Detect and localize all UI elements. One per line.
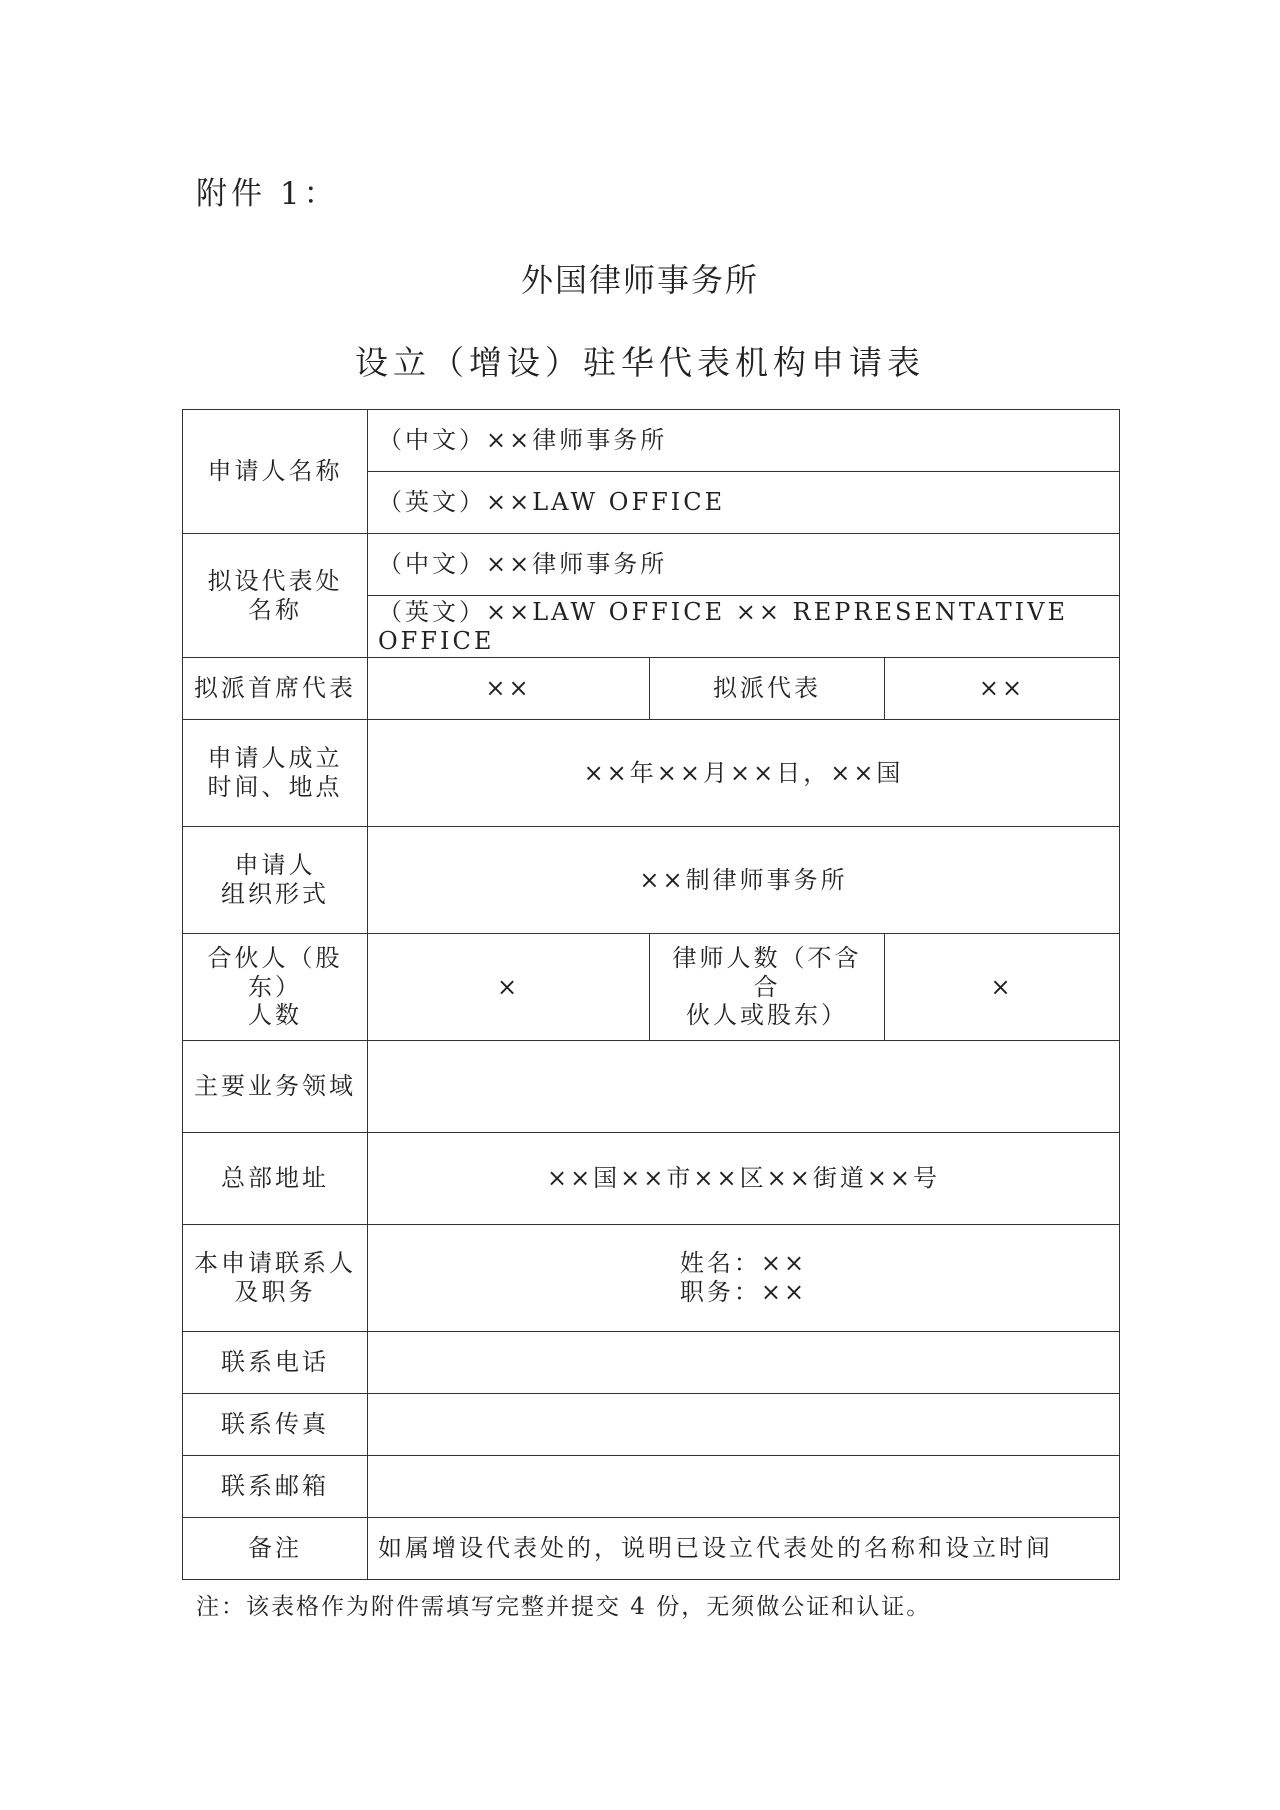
contact-person-label-line2: 及职务 bbox=[234, 1278, 316, 1306]
office-name-label bbox=[183, 534, 368, 658]
hq-address-label: 总部地址 bbox=[183, 1133, 368, 1225]
established-label-line1: 申请人成立 bbox=[207, 744, 343, 773]
office-name-zh: （中文）××律师事务所 bbox=[368, 534, 1120, 596]
org-form-label-line2: 组织形式 bbox=[221, 880, 329, 908]
table-row-hq-address bbox=[183, 1133, 1120, 1225]
partners-label-line1: 合伙人（股东） bbox=[207, 943, 343, 1001]
table-row-chief-rep bbox=[183, 658, 1120, 720]
email-value bbox=[368, 1456, 1120, 1518]
partners-label-line2: 人数 bbox=[248, 1001, 302, 1030]
email-label: 联系邮箱 bbox=[183, 1456, 368, 1518]
table-row-phone bbox=[183, 1332, 1120, 1394]
partners-label bbox=[183, 934, 368, 1041]
table-row-established bbox=[183, 720, 1120, 827]
chief-rep-value: ×× bbox=[368, 658, 650, 720]
contact-person-value bbox=[368, 1225, 1120, 1332]
chief-rep-label: 拟派首席代表 bbox=[183, 658, 368, 720]
business-label: 主要业务领域 bbox=[183, 1041, 368, 1133]
office-name-en: （英文）××LAW OFFICE ×× REPRESENTATIVE OFFICE bbox=[368, 596, 1120, 658]
remarks-label: 备注 bbox=[183, 1518, 368, 1580]
established-label bbox=[183, 720, 368, 827]
lawyers-label-line1: 律师人数（不含合 bbox=[672, 943, 862, 1001]
org-form-value: ××制律师事务所 bbox=[368, 827, 1120, 934]
remarks-value: 如属增设代表处的，说明已设立代表处的名称和设立时间 bbox=[368, 1518, 1120, 1580]
form-title-line1: 外国律师事务所 bbox=[520, 261, 759, 299]
fax-value bbox=[368, 1394, 1120, 1456]
business-value bbox=[368, 1041, 1120, 1133]
established-value: ××年××月××日，××国 bbox=[368, 720, 1120, 827]
table-row-email bbox=[183, 1456, 1120, 1518]
table-row-remarks bbox=[183, 1518, 1120, 1580]
applicant-name-zh: （中文）××律师事务所 bbox=[368, 410, 1120, 472]
lawyers-value: × bbox=[885, 934, 1120, 1041]
footnote: 注：该表格作为附件需填写完整并提交 4 份，无须做公证和认证。 bbox=[196, 1594, 932, 1620]
rep-label: 拟派代表 bbox=[650, 658, 885, 720]
table-row-contact-person bbox=[183, 1225, 1120, 1332]
attachment-label: 附件 1： bbox=[196, 176, 339, 212]
lawyers-label bbox=[650, 934, 885, 1041]
contact-person-label bbox=[183, 1225, 368, 1332]
applicant-name-en: （英文）××LAW OFFICE bbox=[368, 472, 1120, 534]
lawyers-label-line2: 伙人或股东） bbox=[686, 1001, 848, 1030]
table-row-fax bbox=[183, 1394, 1120, 1456]
phone-value bbox=[368, 1332, 1120, 1394]
contact-person-name: 姓名：×× bbox=[679, 1249, 808, 1278]
org-form-label-line1: 申请人 bbox=[234, 851, 316, 880]
form-title-line2: 设立（增设）驻华代表机构申请表 bbox=[355, 343, 925, 382]
table-row-partners bbox=[183, 934, 1120, 1041]
fax-label: 联系传真 bbox=[183, 1394, 368, 1456]
contact-person-label-line1: 本申请联系人 bbox=[194, 1249, 356, 1278]
contact-person-title: 职务：×× bbox=[679, 1278, 808, 1306]
org-form-label bbox=[183, 827, 368, 934]
office-name-label-line2: 名称 bbox=[248, 595, 302, 624]
rep-value: ×× bbox=[885, 658, 1120, 720]
application-form-table bbox=[182, 409, 1120, 1580]
partners-value: × bbox=[368, 934, 650, 1041]
table-row-office-name-zh bbox=[183, 534, 1120, 596]
applicant-name-label: 申请人名称 bbox=[183, 410, 368, 534]
phone-label: 联系电话 bbox=[183, 1332, 368, 1394]
table-row-business bbox=[183, 1041, 1120, 1133]
office-name-label-line1: 拟设代表处 bbox=[207, 566, 343, 595]
table-row-org-form bbox=[183, 827, 1120, 934]
established-label-line2: 时间、地点 bbox=[207, 773, 343, 801]
table-row-applicant-name-zh bbox=[183, 410, 1120, 472]
hq-address-value: ××国××市××区××街道××号 bbox=[368, 1133, 1120, 1225]
